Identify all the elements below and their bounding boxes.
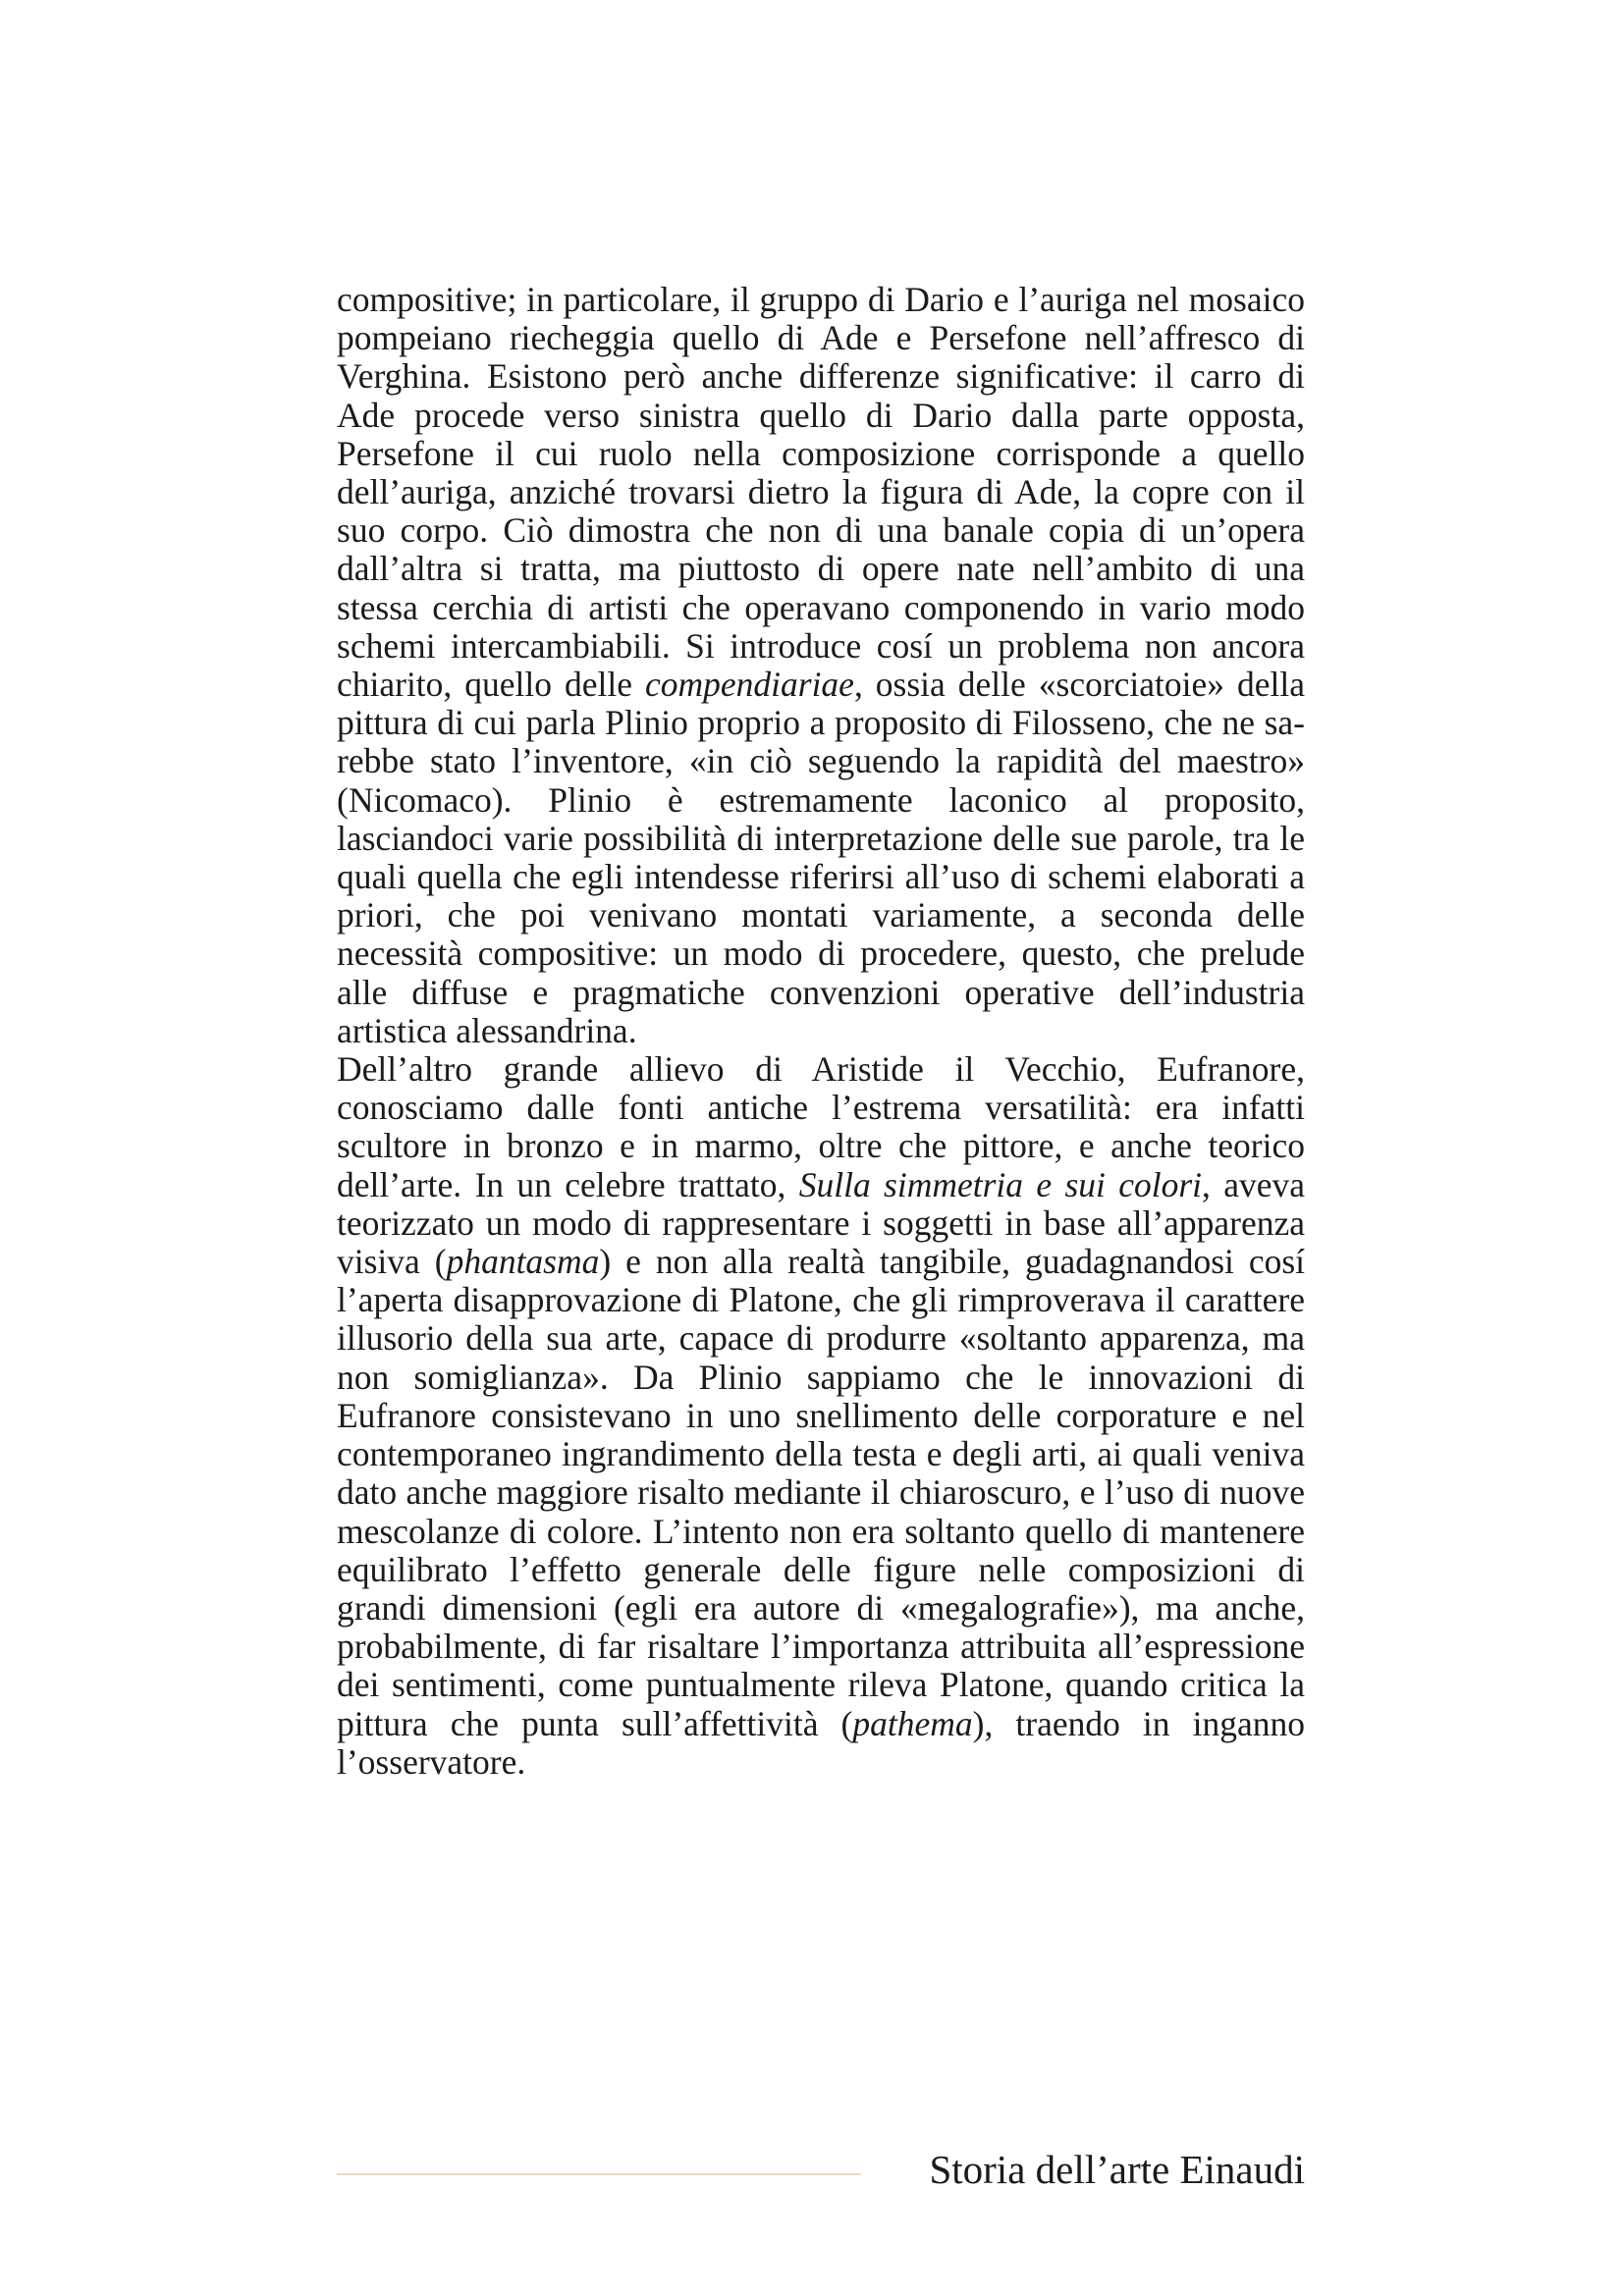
- italic-title-treatise: Sulla simmetria e sui colori: [798, 1164, 1203, 1204]
- text-run: ) e non alla realtà tangibile, guadagnandosi cosí l’aperta disapprovazione di Platone, che gli rimproverava il carattere illusorio della sua arte, capace di produrre «soltanto apparenza, ma non somiglianza». Da Plinio sappiamo che le innovazioni di Eufranore consistevano in uno snellimento delle corporature e nel contemporaneo ingrandimento della testa e degli arti, ai quali veniva dato anche maggiore risalto mediante il chiaroscuro, e l’uso di nuove mescolanze di colore. L’intento non era soltanto quello di mantenere equilibrato l’effetto generale delle figure nelle composizioni di grandi dimensioni (egli era autore di «megalografie»), ma anche, probabilmente, di far risaltare l’importanza attribuita all’espressione dei sentimenti, come puntualmente rileva Platone, quando critica la pittura che punta sull’affettività (: [337, 1242, 1306, 1743]
- italic-term-phantasma: phantasma: [446, 1242, 600, 1282]
- paragraph-1: [337, 281, 1305, 1050]
- text-run: , ossia delle «scorciatoie» della pittura di cui parla Plinio proprio a proposito di Filosseno, che ne sarebbe stato l’inventore, «in ciò seguendo la rapidità del maestro» (Nicomaco). Plinio è estremamente laconico al proposito, lasciandoci varie possibilità di interpretazione delle sue parole, tra le quali quella che egli intendesse riferirsi all’uso di schemi elaborati a priori, che poi venivano montati variamente, a seconda delle necessità compositive: un modo di procedere, questo, che prelude alle diffuse e pragmatiche convenzioni operative dell’industria artistica alessandrina.: [337, 665, 1305, 1050]
- text-run: , aveva teorizzato un modo di rappresentare i soggetti in base all’apparenza visiva (: [337, 1164, 1305, 1282]
- paragraph-2: [337, 1050, 1305, 1782]
- text-run: ), traendo in inganno l’osservatore.: [337, 1703, 1305, 1782]
- italic-term-pathema: pathema: [852, 1703, 973, 1743]
- text-run: Dell’altro grande allievo di Aristide il Vecchio, Eufranore, conosciamo dalle fonti antiche l’estrema versatilità: era infatti scultore in bronzo e in marmo, oltre che pittore, e anche teorico dell’arte. In un celebre trattato,: [337, 1049, 1305, 1204]
- footer-rule: [337, 2173, 861, 2175]
- italic-term-compendiariae: compendiariae: [644, 665, 854, 705]
- body-text: [337, 281, 1305, 1782]
- text-run: compositive; in particolare, il gruppo di Dario e l’auriga nel mosaico pompeiano riecheggia quello di Ade e Persefone nell’affresco di Verghina. Esistono però anche differenze significative: il carro di Ade procede verso sinistra quello di Dario dalla parte opposta, Persefone il cui ruolo nella composizione corrisponde a quello dell’auriga, anziché trovarsi dietro la figura di Ade, la copre con il suo corpo. Ciò dimostra che non di una banale copia di un’opera dall’altra si tratta, ma piuttosto di opere nate nell’ambito di una stessa cerchia di artisti che operavano componendo in vario modo schemi intercambiabili. Si introduce cosí un problema non ancora chiarito, quello delle: [337, 280, 1305, 705]
- footer-title: Storia dell’arte Einaudi: [929, 2147, 1305, 2192]
